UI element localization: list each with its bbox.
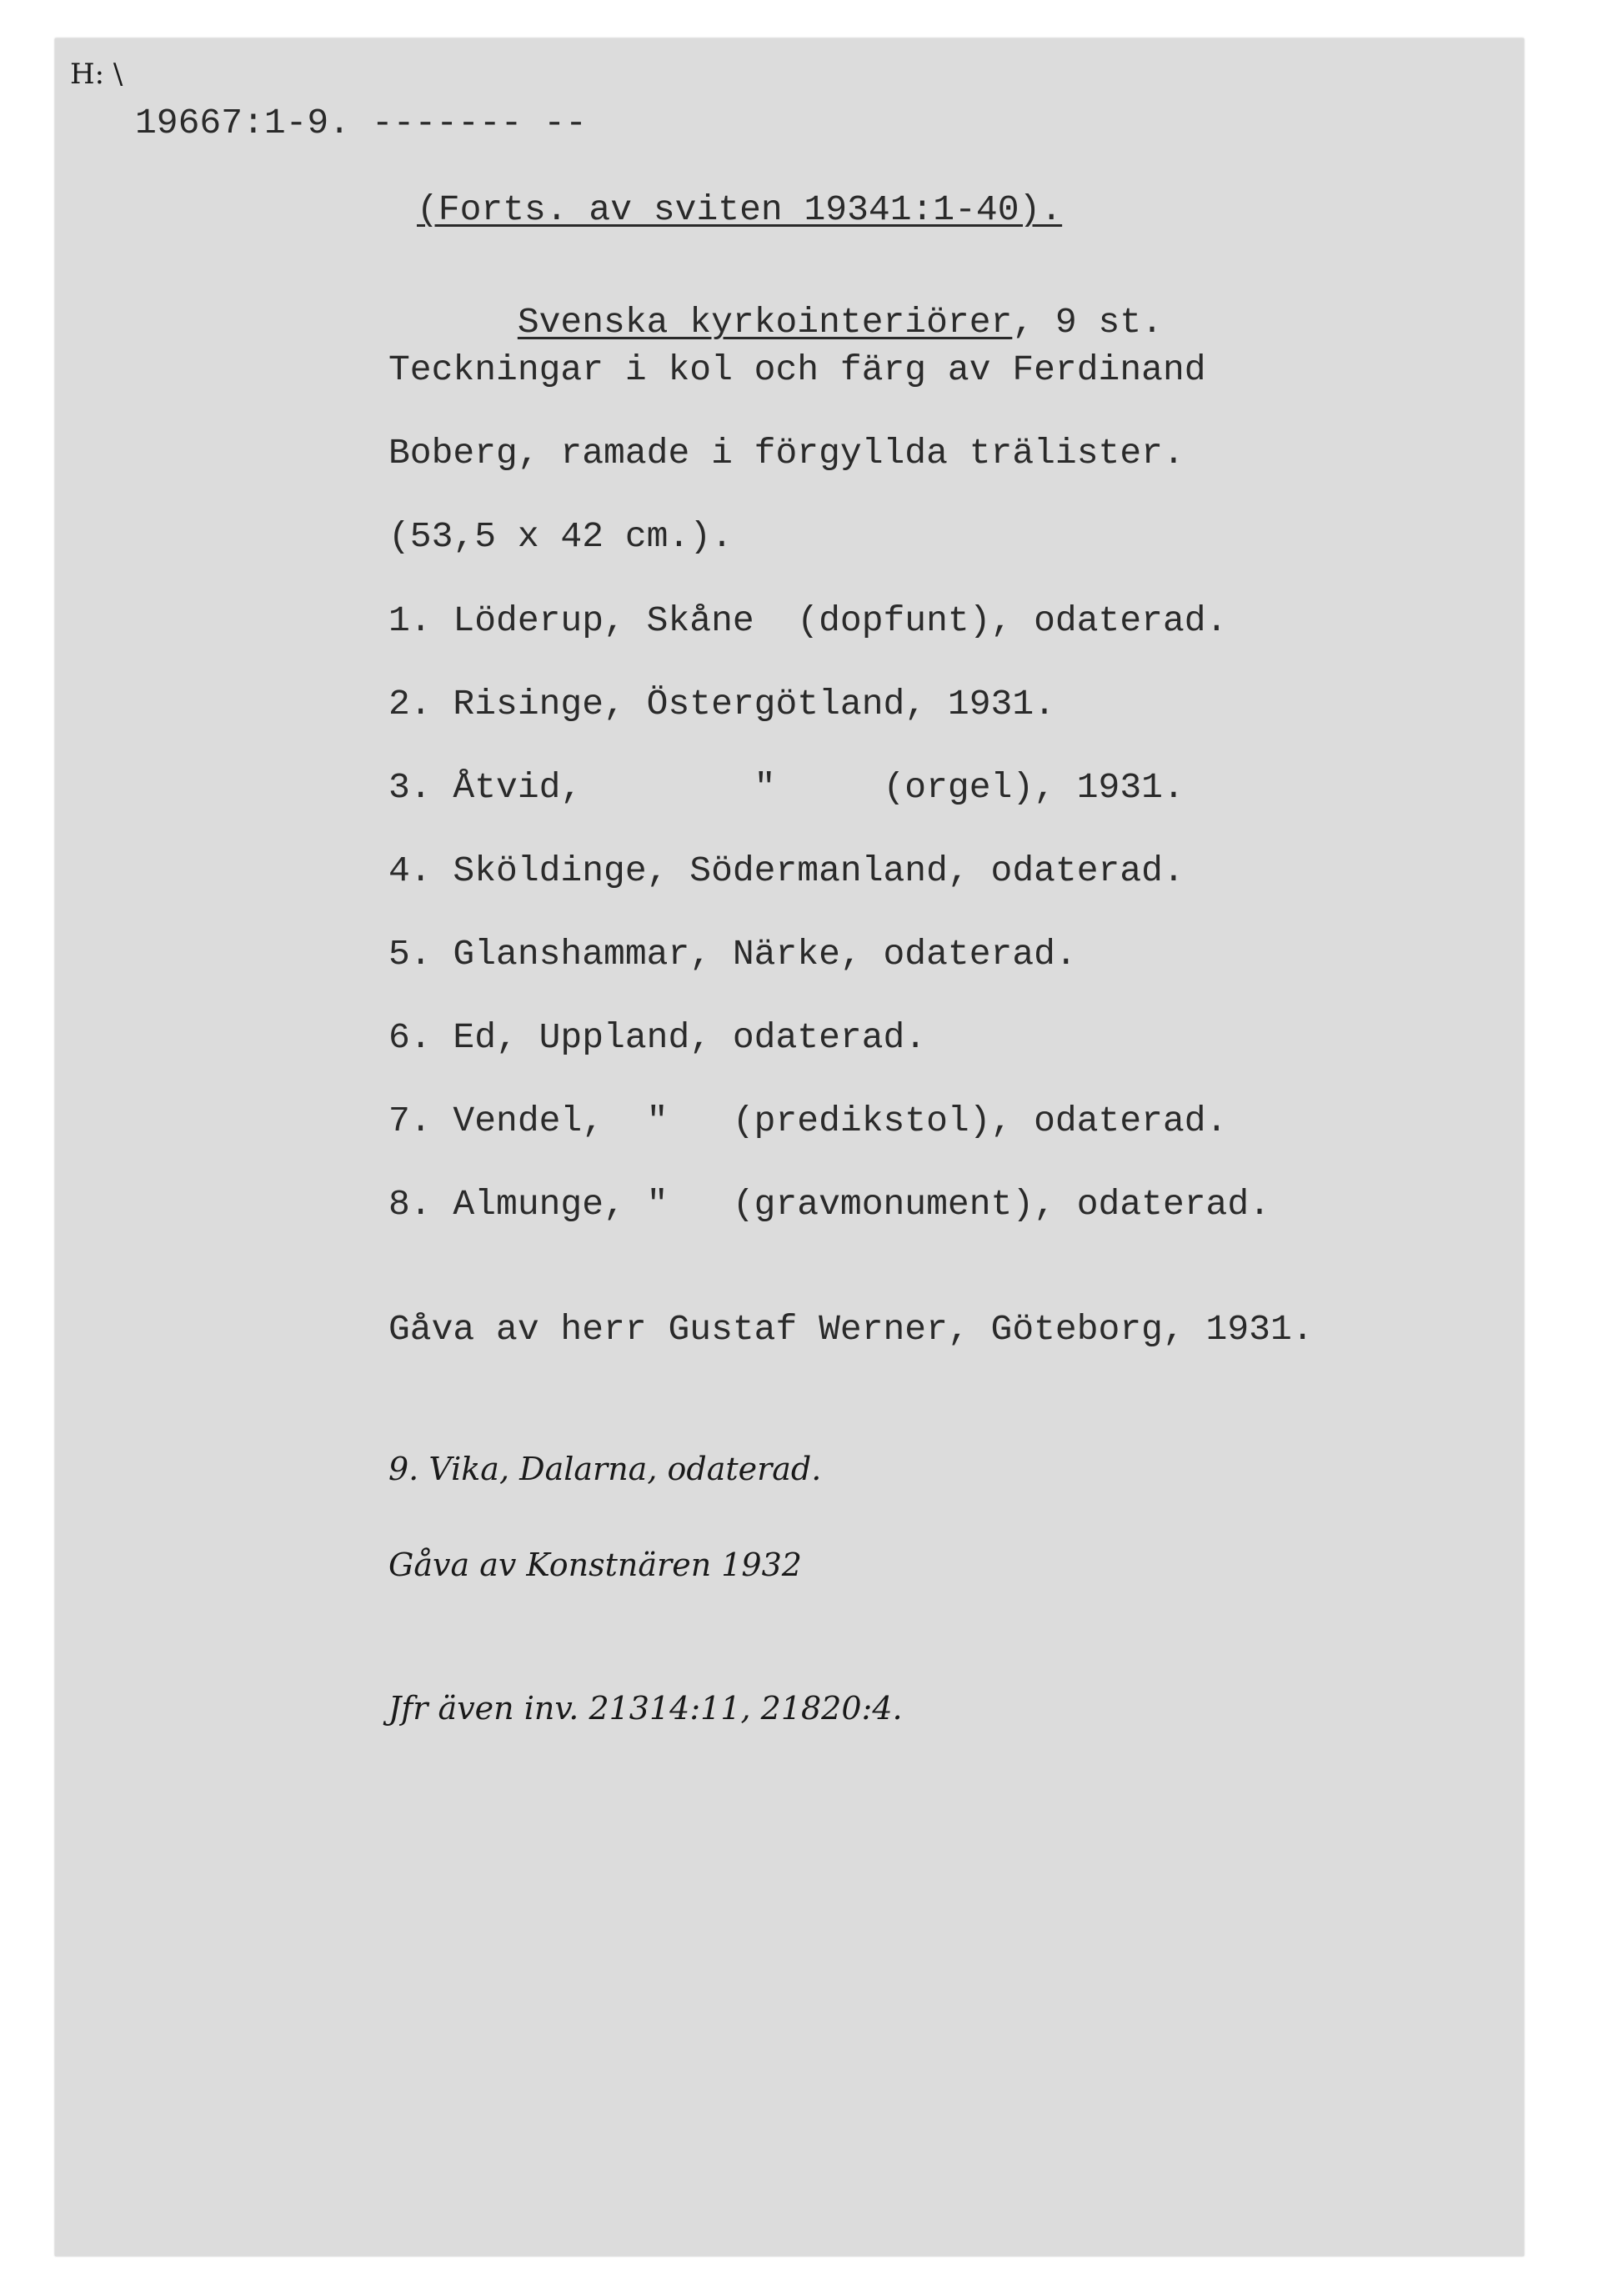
list-item: 1. Löderup, Skåne (dopfunt), odaterad. [388,600,1228,641]
catalog-card [55,38,1524,2256]
description-line-2: Boberg, ramade i förgyllda trälister. [388,433,1185,474]
description-line-3: (53,5 x 42 cm.). [388,516,733,557]
handwritten-item-9: 9. Vika, Dalarna, odaterad. [388,1451,822,1487]
list-item: 8. Almunge, " (gravmonument), odaterad. [388,1184,1270,1225]
list-item: 4. Sköldinge, Södermanland, odaterad. [388,850,1185,891]
list-item: 7. Vendel, " (predikstol), odaterad. [388,1100,1228,1141]
list-item: 3. Åtvid, " (orgel), 1931. [388,767,1185,808]
series-note: (Forts. av sviten 19341:1-40). [417,189,1063,230]
corner-mark: H: \ [70,58,123,91]
list-item: 2. Risinge, Östergötland, 1931. [388,684,1055,724]
inventory-number: 19667:1-9. ------- -- [135,103,587,143]
list-item: 5. Glanshammar, Närke, odaterad. [388,934,1077,975]
title: Svenska kyrkointeriörer [517,302,1013,343]
handwritten-compare-note: Jfr även inv. 21314:11, 21820:4. [388,1690,903,1727]
donation-note: Gåva av herr Gustaf Werner, Göteborg, 1931. [388,1309,1314,1350]
description-line-1: Teckningar i kol och färg av Ferdinand [388,349,1206,390]
handwritten-gift-note: Gåva av Konstnären 1932 [388,1547,802,1583]
list-item: 6. Ed, Uppland, odaterad. [388,1017,927,1058]
title-count: , 9 st. [1012,302,1163,343]
